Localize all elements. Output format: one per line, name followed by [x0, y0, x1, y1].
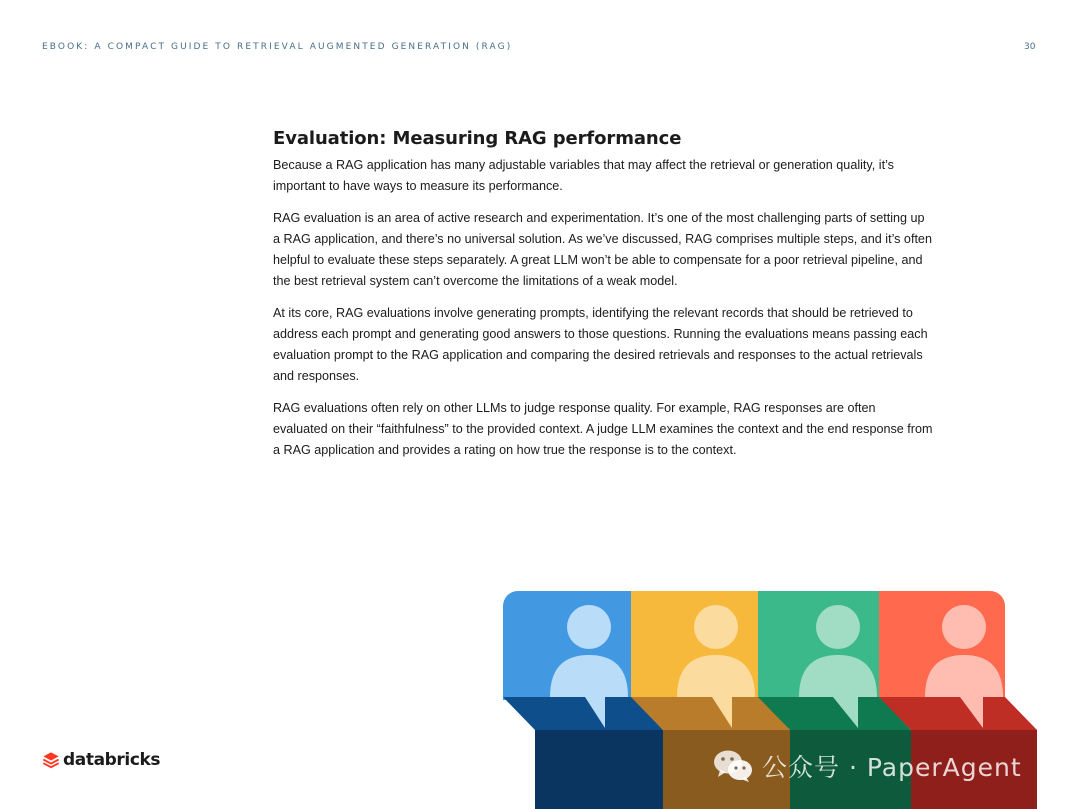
watermark-text: 公众号 · PaperAgent: [762, 753, 1022, 782]
paragraph-3: At its core, RAG evaluations involve generating prompts, identifying the relevant records that should be retrieved to address each prompt and generating good answers to those questions. Running the evaluations means passing each evaluation prompt to the RAG application and comparing the desired retrievals and responses to the actual retrievals and responses.: [273, 306, 928, 383]
watermark: [712, 748, 1022, 784]
logo-text: databricks: [63, 750, 161, 770]
page-number: 30: [1024, 42, 1036, 52]
ebook-title: EBOOK: A COMPACT GUIDE TO RETRIEVAL AUGMENTED GENERATION (RAG): [42, 42, 513, 52]
paragraph-1: Because a RAG application has many adjustable variables that may affect the retrieval or generation quality, it’s important to have ways to measure its performance.: [273, 158, 894, 193]
databricks-logo: [42, 750, 160, 770]
databricks-stack-icon: [42, 751, 60, 769]
wechat-icon: [712, 748, 754, 784]
paragraph-2: RAG evaluation is an area of active research and experimentation. It’s one of the most challenging parts of setting up a RAG application, and there’s no universal solution. As we’ve discussed, RAG comprises multiple steps, and it’s often helpful to evaluate these steps separately. A great LLM won’t be able to compensate for a poor retrieval pipeline, and the best retrieval system can’t overcome the limitations of a weak model.: [273, 211, 932, 288]
paragraph-4: RAG evaluations often rely on other LLMs to judge response quality. For example, RAG responses are often evaluated on their “faithfulness” to the provided context. A judge LLM examines the context and the end response from a RAG application and provides a rating on how true the response is to the context.: [273, 401, 933, 457]
desk-tops: [503, 697, 1037, 730]
section-title: Evaluation: Measuring RAG performance: [273, 128, 682, 149]
